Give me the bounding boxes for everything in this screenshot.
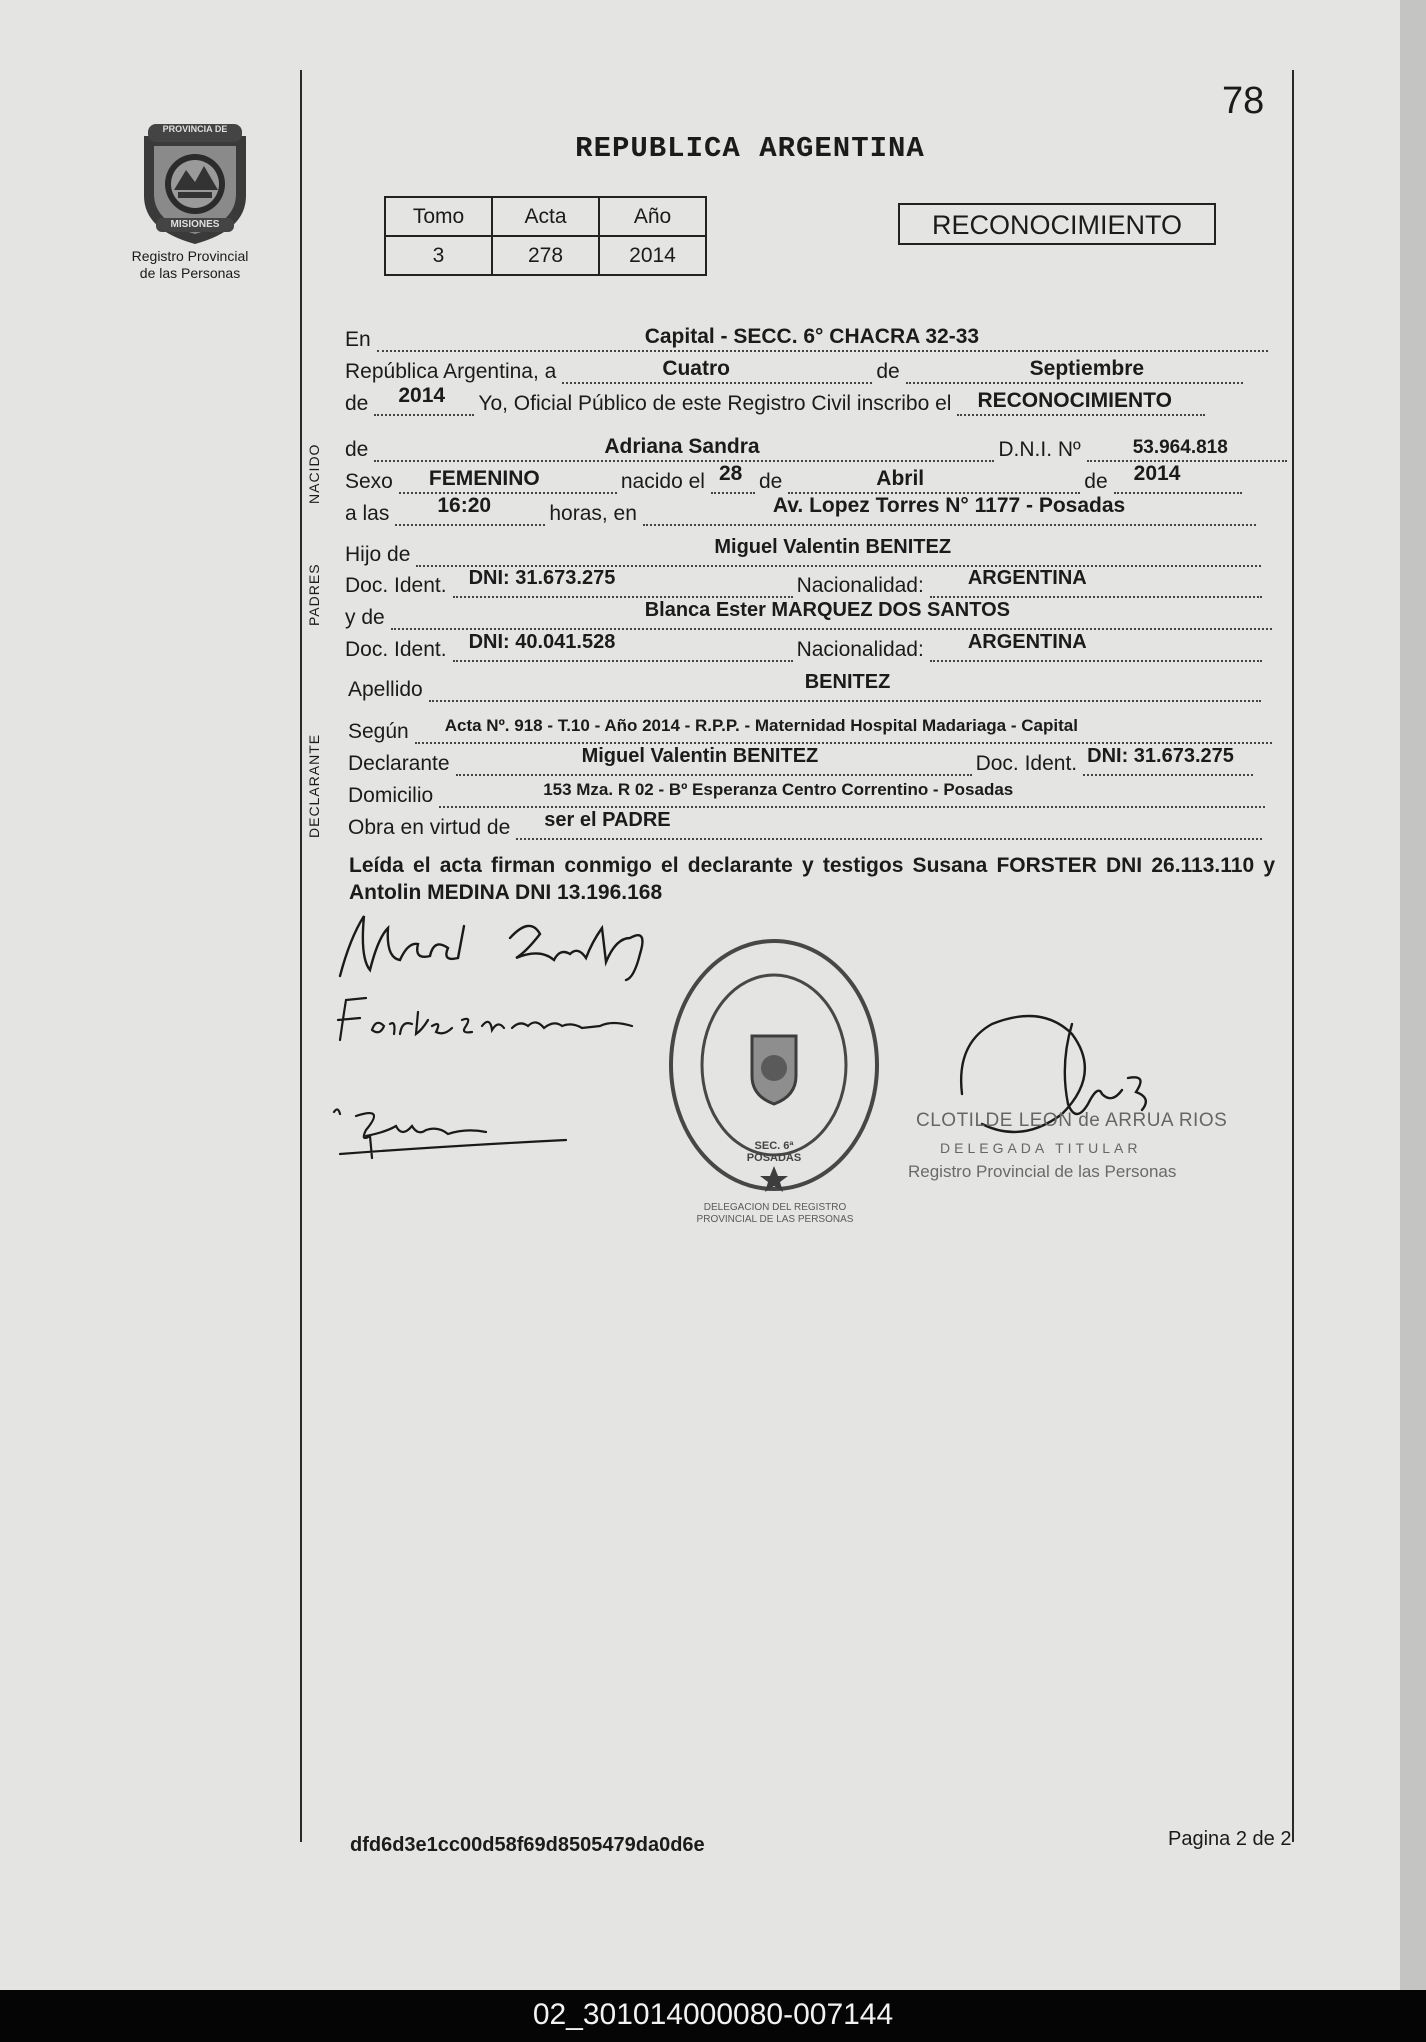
closing-statement: Leída el acta firman conmigo el declarante y testigos Susana FORSTER DNI 26.113.110 y Antolin MEDINA DNI 13.196.168 [349,854,1275,904]
side-label-declarante: DECLARANTE [306,733,322,838]
domicilio-field [439,776,1265,808]
witness-medina-signature [326,1096,586,1166]
birth-month-field [788,462,1080,494]
dni-field [1087,430,1287,462]
registry-value-tomo: 3 [385,236,492,275]
row-date [345,354,1243,384]
y-de-label: y de [345,606,385,629]
domicilio-value: 153 Mza. R 02 - Bº Esperanza Centro Correntino - Posadas [543,780,1014,799]
de-label-1: de [876,360,900,383]
hour-field [395,494,545,526]
declarante-field [456,744,972,776]
mother-doc-field [453,630,793,662]
mother-doc-label: Doc. Ident. [345,638,447,661]
en-label: En [345,328,371,351]
side-label-padres: PADRES [306,563,322,626]
right-margin-rule [1292,70,1294,1842]
father-doc-field [453,566,793,598]
mother-name-value: Blanca Ester MARQUEZ DOS SANTOS [644,599,1010,621]
act-field [957,384,1205,416]
sexo-field [399,462,617,494]
seal-caption [110,248,270,282]
dni-label: D.N.I. Nº [998,438,1081,461]
apellido-value: BENITEZ [804,671,891,693]
oval-stamp-center-text: SEC. 6ª POSADAS [746,1140,802,1164]
en-value: Capital - SECC. 6° CHACRA 32-33 [644,325,980,348]
declarante-value: Miguel Valentin BENITEZ [581,745,819,767]
a-las-label: a las [345,502,390,525]
de-label-3: de [345,438,369,461]
obra-value: ser el PADRE [544,809,671,831]
row-father-doc [345,568,1262,598]
page-indicator: Pagina 2 de 2 [1168,1828,1292,1850]
father-doc-label: Doc. Ident. [345,574,447,597]
apellido-label: Apellido [348,678,423,701]
row-domicilio [348,778,1265,808]
registry-header-ano: Año [599,197,706,236]
de-label-4: de [758,470,783,493]
mother-name-field [391,598,1272,630]
seal-motto-top: PROVINCIA DE [162,124,228,134]
birth-year-field [1114,462,1242,494]
place-value: Av. Lopez Torres N° 1177 - Posadas [772,494,1126,517]
official-name: CLOTILDE LEON de ARRUA RIOS [916,1110,1228,1131]
birth-day-field [711,462,755,494]
year-value: 2014 [398,384,446,407]
sexo-value: FEMENINO [428,467,540,490]
page-edge [1400,0,1426,1990]
father-doc-value: DNI: 31.673.275 [468,567,616,589]
row-hora-lugar [345,496,1256,526]
row-declarante [348,746,1253,776]
row-sexo [345,464,1242,494]
father-name-field [416,535,1261,567]
row-en [345,322,1268,352]
apellido-field [429,670,1261,702]
side-label-nacido: NACIDO [306,443,322,504]
row-hijo [345,537,1261,567]
segun-field [415,712,1272,744]
segun-label: Según [348,720,409,743]
mother-nationality-label: Nacionalidad: [796,638,924,661]
day-value: Cuatro [662,357,730,380]
registry-table-header-row [385,197,706,236]
declarante-doc-field [1083,744,1253,776]
nacido-label: nacido el [620,470,705,493]
mother-doc-value: DNI: 40.041.528 [468,631,616,653]
father-nationality-label: Nacionalidad: [796,574,924,597]
birth-year-value: 2014 [1133,462,1181,485]
obra-label: Obra en virtud de [348,816,511,839]
father-nationality-value: ARGENTINA [967,567,1087,589]
month-value: Septiembre [1029,357,1145,380]
month-field [906,352,1243,384]
country-title: REPUBLICA ARGENTINA [575,132,925,165]
name-field [374,430,994,462]
father-nationality-field [930,566,1262,598]
republica-label: República Argentina, a [345,360,557,383]
registry-table-value-row [385,236,706,275]
de-label-5: de [1084,470,1108,493]
en-field [377,320,1268,352]
dni-value: 53.964.818 [1132,437,1228,458]
day-field [562,352,872,384]
witness-forster-signature [332,990,662,1060]
act-value: RECONOCIMIENTO [977,389,1172,412]
seal-caption-line1: Registro Provincial [131,248,249,264]
official-title: DELEGADA TITULAR [940,1140,1142,1156]
row-y-de [345,600,1272,630]
act-type-box: RECONOCIMIENTO [898,203,1216,245]
sexo-label: Sexo [345,470,393,493]
row-segun [348,714,1272,744]
hijo-label: Hijo de [345,543,411,566]
declarante-doc-label: Doc. Ident. [975,752,1078,775]
horas-label: horas, en [549,502,637,525]
document-code: 02_301014000080-007144 [532,1998,894,2031]
segun-value: Acta Nº. 918 - T.10 - Año 2014 - R.P.P. - Maternidad Hospital Madariaga - Capital [444,716,1078,735]
declarante-doc-value: DNI: 31.673.275 [1087,745,1234,767]
name-value: Adriana Sandra [604,435,760,458]
mother-nationality-value: ARGENTINA [967,631,1087,653]
birth-month-value: Abril [876,467,925,490]
oficial-text: Yo, Oficial Público de este Registro Civil inscribo el [478,392,952,415]
official-office: Registro Provincial de las Personas [908,1162,1177,1181]
year-field [374,384,474,416]
row-obra [348,810,1262,840]
seal-motto-bottom: MISIONES [170,219,220,230]
page-number: 78 [1222,80,1265,122]
registry-table [384,196,707,276]
place-field [643,494,1256,526]
seal-caption-line2: de las Personas [139,265,241,281]
registry-value-ano: 2014 [599,236,706,275]
row-name [345,432,1287,462]
registry-value-acta: 278 [492,236,599,275]
declarante-label: Declarante [348,752,450,775]
oval-stamp-top-text: DELEGACION DEL REGISTRO PROVINCIAL DE LAS PERSONAS [696,1202,854,1225]
mother-nationality-field [930,630,1262,662]
de-label-2: de [345,392,369,415]
row-mother-doc [345,632,1262,662]
document-hash: dfd6d3e1cc00d58f69d8505479da0d6e [350,1834,705,1856]
row-year-act [345,386,1205,416]
obra-field [516,808,1262,840]
hour-value: 16:20 [437,494,492,517]
domicilio-label: Domicilio [348,784,434,807]
left-margin-rule [300,70,302,1842]
row-apellido [348,672,1261,702]
birth-day-value: 28 [718,462,743,485]
registry-header-tomo: Tomo [385,197,492,236]
father-name-value: Miguel Valentin BENITEZ [714,536,952,558]
registry-header-acta: Acta [492,197,599,236]
